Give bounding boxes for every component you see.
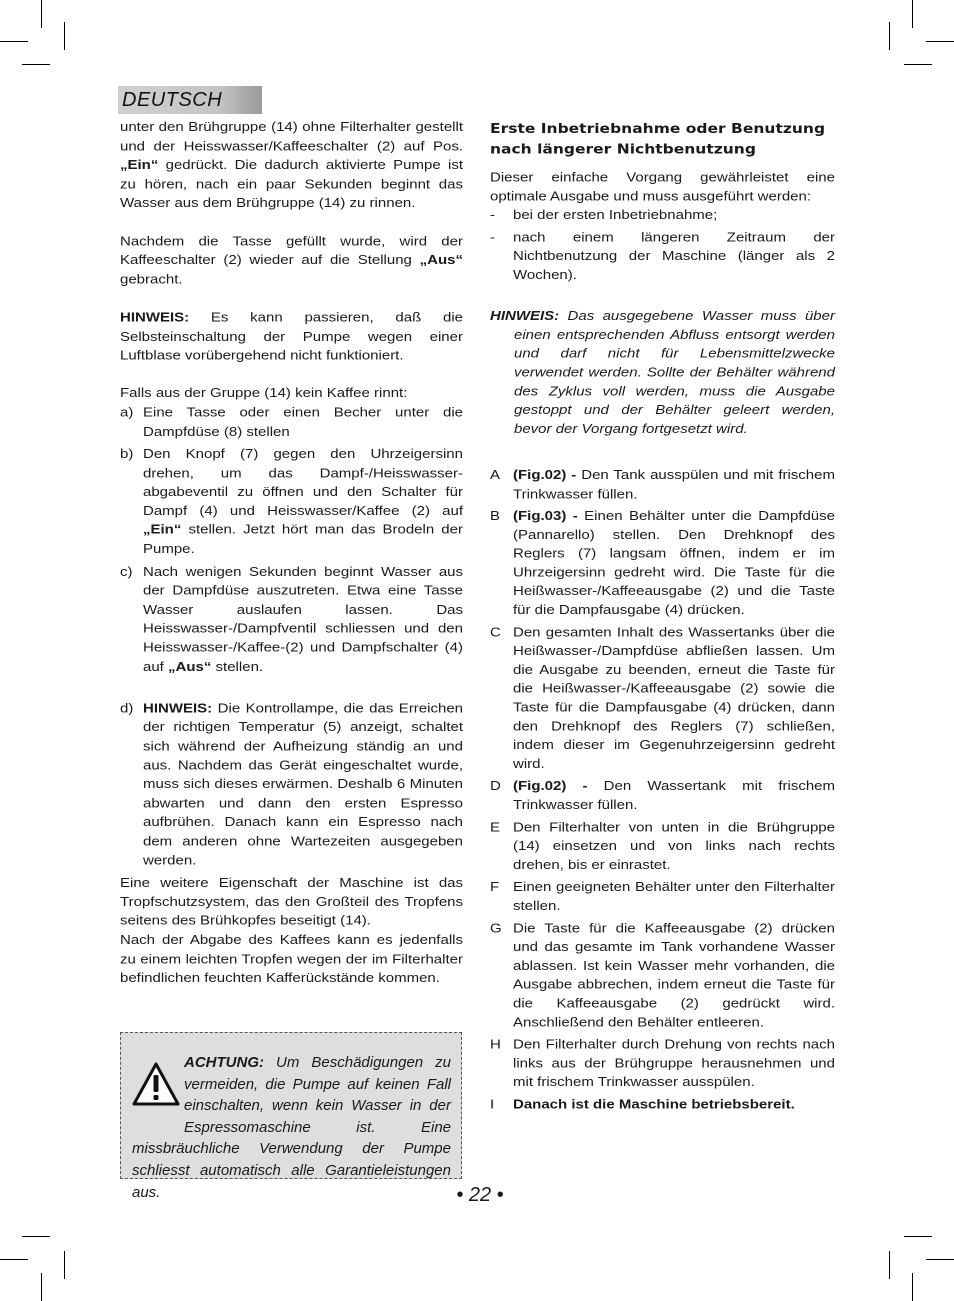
- crop-mark: [926, 1259, 954, 1260]
- crop-mark: [64, 22, 65, 50]
- crop-mark: [0, 1259, 28, 1260]
- crop-mark: [41, 1273, 42, 1301]
- intro-paragraph: unter den Brühgruppe (14) ohne Filterhalter gestellt und der Heisswasser/Kaffeeschalter (2) auf Pos. „Ein“ gedrückt. Die dadurch aktivierte Pumpe ist zu hören, nach ein paar Sekunden beginnt das Wasser aus dem Brühgruppe (14) zu rinnen.: [120, 119, 463, 211]
- hinweis-paragraph: HINWEIS: Es kann passieren, daß die Selbsteinschaltung der Pumpe wegen einer Luftblase vorübergehend nicht funktioniert.: [120, 309, 463, 363]
- crop-mark: [64, 1251, 65, 1279]
- warning-triangle-icon: [132, 1062, 180, 1106]
- step-item: A (Fig.02) - Den Tank ausspülen und mit frischem Trinkwasser füllen.: [490, 467, 835, 502]
- step-item: H Den Filterhalter durch Drehung von rechts nach links aus der Brühgruppe herausnehmen und mit frischem Trinkwasser ausspülen.: [490, 1037, 835, 1090]
- crop-mark: [41, 0, 42, 28]
- tropf-paragraph: Eine weitere Eigenschaft der Maschine ist das Tropfschutzsystem, das den Großteil des Tropfens seitens des Brühkopfes beseitigt (14).: [120, 875, 463, 929]
- step-item: B (Fig.03) - Einen Behälter unter die Dampfdüse (Pannarello) stellen. Den Drehknopf des Reglers (7) langsam öffnen, indem er im Uhrzeigersinn gedreht wird. Die Taste für die Heißwasser-/Kaffeeausgabe (2) und die Taste für die Dampfausgabe (4) drücken.: [490, 508, 835, 618]
- cup-paragraph: Nachdem die Tasse gefüllt wurde, wird der Kaffeeschalter (2) wieder auf die Stellung „Aus“ gebracht.: [120, 233, 463, 287]
- crop-mark: [889, 22, 890, 50]
- step-item: G Die Taste für die Kaffeeausgabe (2) drücken und das gesamte im Tank vorhandene Wasser ablassen. Ist kein Wasser mehr vorhanden, die Ausgabe abbrechen, indem erneut die Taste für die Kaffeeausgabe (2) gedrückt wird. Anschließend den Behälter entleeren.: [490, 920, 835, 1030]
- right-hinweis: HINWEIS: Das ausgegebene Wasser muss über einen entsprechenden Abfluss entsorgt werden und darf nicht für Lebensmittelzwecke verwendet werden. Sollte der Behälter während des Zyklus voll werden, muss die Ausgabe gestoppt und der Behälter geleert werden, bevor der Vorgang fortgesetzt wird.: [490, 308, 835, 437]
- crop-mark: [912, 1273, 913, 1301]
- section-heading: Erste Inbetriebnahme oder Benutzung nach längerer Nichtbenutzung: [490, 120, 826, 158]
- falls-paragraph: Falls aus der Gruppe (14) kein Kaffee rinnt:: [120, 385, 408, 401]
- language-label: DEUTSCH: [122, 89, 223, 111]
- crop-mark: [912, 0, 913, 28]
- list-item: a) Eine Tasse oder einen Becher unter die Dampfdüse (8) stellen: [120, 404, 463, 439]
- crop-mark: [904, 64, 932, 65]
- page-number: • 22 •: [456, 1184, 504, 1206]
- right-column: [490, 118, 835, 1118]
- language-tab: [118, 86, 262, 114]
- list-item: - nach einem längeren Zeitraum der Nichtbenutzung der Maschine (länger als 2 Wochen).: [490, 230, 835, 283]
- list-item: d) HINWEIS: Die Kontrollampe, die das Erreichen der richtigen Temperatur (5) anzeigt, schaltet sich während der Aufheizung ständig an und aus. Nachdem das Gerät eingeschaltet wurde, muss sich dieses erwärmen. Deshalb 6 Minuten abwarten und dann den ersten Espresso aufbrühen. Danach kann ein Espresso nach dem anderen ohne Wartezeiten ausgegeben werden.: [120, 700, 464, 868]
- list-item: b) Den Knopf (7) gegen den Uhrzeigersinn drehen, um das Dampf-/Heisswasser-abgabeventil zu öffnen und den Schalter für Dampf (4) und Heisswasser/Kaffee (2) auf „Ein“ stellen. Jetzt hört man das Brodeln der Pumpe.: [120, 446, 463, 557]
- list-item: - bei der ersten Inbetriebnahme;: [490, 207, 718, 223]
- crop-mark: [889, 1251, 890, 1279]
- right-intro: Dieser einfache Vorgang gewährleistet eine optimale Ausgabe und muss ausgeführt werden:: [490, 170, 835, 204]
- tropf-paragraph-2: Nach der Abgabe des Kaffees kann es jedenfalls zu einem leichten Tropfen wegen der im Filterhalter befindlichen feuchten Kafferückstände kommen.: [120, 932, 463, 986]
- crop-mark: [904, 1236, 932, 1237]
- warning-box: [120, 1032, 462, 1201]
- step-item: I Danach ist die Maschine betriebsbereit.: [490, 1097, 795, 1112]
- step-item: C Den gesamten Inhalt des Wassertanks über die Heißwasser-/Dampfdüse abfließen lassen. Um die Ausgabe zu beenden, erneut die Taste für die Heißwasser-/Kaffeeausgabe (2) sowie die Taste für die Dampfausgabe (4) drücken, dann den Drehknopf des Reglers (7) schließen, indem dieser im Gegenuhrzeigersinn gedreht wird.: [490, 625, 835, 772]
- list-item: c) Nach wenigen Sekunden beginnt Wasser aus der Dampfdüse auszutreten. Etwa eine Tasse Wasser auslaufen lassen. Das Heisswasser-/Dampfventil schliessen und den Heisswasser-/Kaffee-(2) und Dampfschalter (4) auf „Aus“ stellen.: [120, 564, 463, 675]
- step-item: F Einen geeigneten Behälter unter den Filterhalter stellen.: [490, 879, 835, 914]
- step-item: E Den Filterhalter von unten in die Brühgruppe (14) einsetzen und von links nach rechts drehen, bis er einrastet.: [490, 819, 835, 873]
- warning-text: ACHTUNG: Um Beschädigungen zu vermeiden, die Pumpe auf keinen Fall einschalten, wenn kein Wasser in der Espressomaschine ist. Eine missbräuchliche Verwendung der Pumpe schliesst automatisch alle Garantieleistungen aus.: [132, 1054, 452, 1201]
- crop-mark: [22, 1236, 50, 1237]
- crop-mark: [0, 41, 28, 42]
- left-column: [120, 118, 463, 988]
- crop-mark: [926, 41, 954, 42]
- crop-mark: [22, 64, 50, 65]
- step-item: D (Fig.02) - Den Wassertank mit frischem Trinkwasser füllen.: [490, 778, 835, 813]
